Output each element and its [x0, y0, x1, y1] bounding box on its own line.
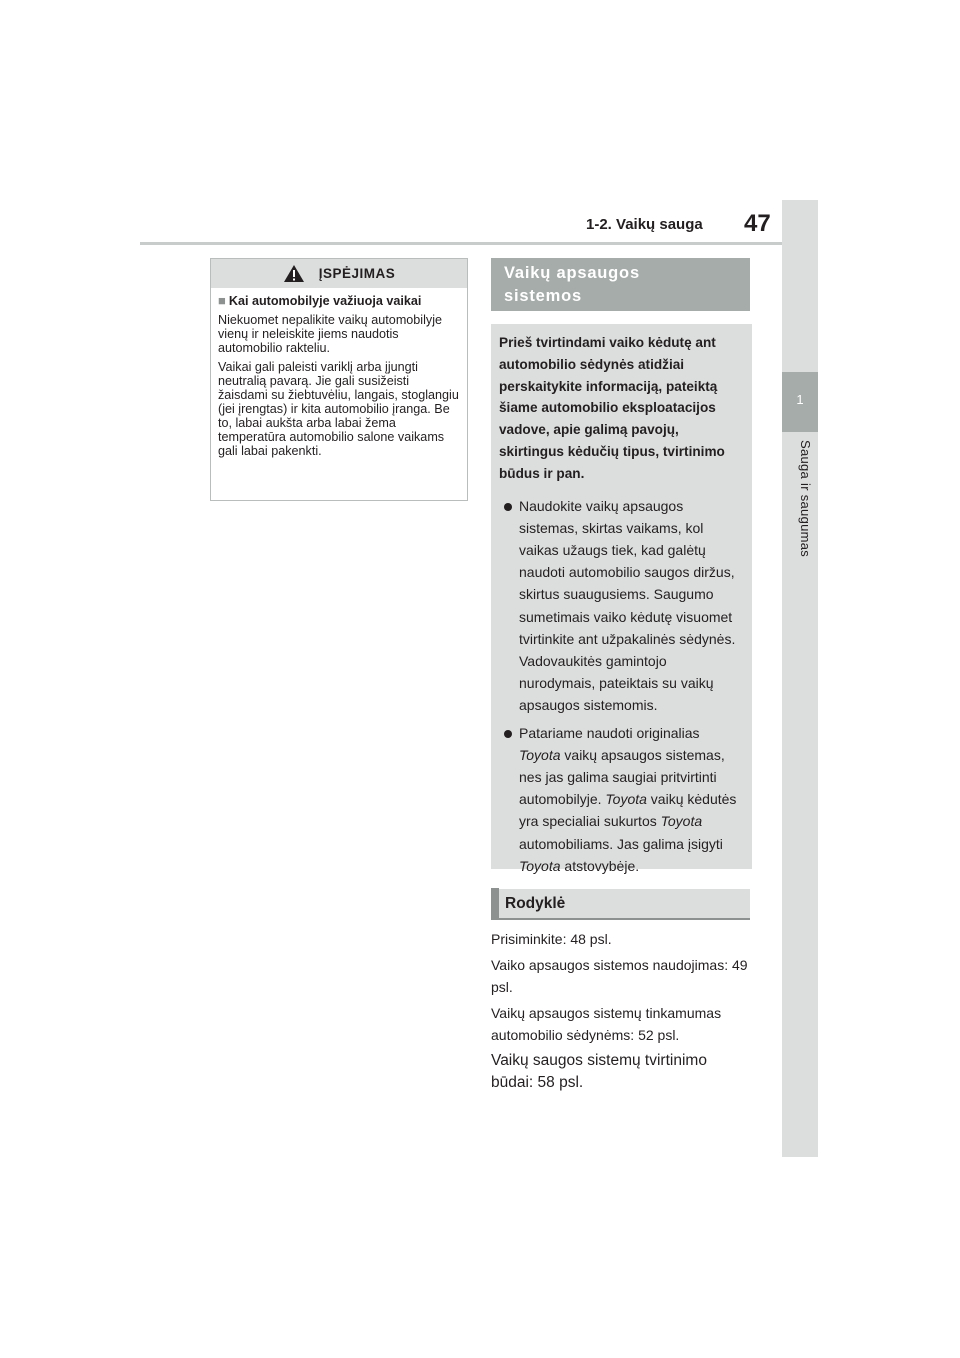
brand-name: Toyota	[660, 813, 703, 830]
brand-name: Toyota	[519, 746, 561, 763]
index-references	[491, 928, 751, 1098]
section-title-line: sistemos	[504, 287, 582, 305]
index-title: Rodyklė	[505, 894, 566, 912]
brand-name: Toyota	[519, 857, 561, 874]
warning-paragraph: Vaikai gali paleisti variklį arba įjungti neutralią pavarą. Jie gali susižeisti žaisdami su žiebtuvėliu, langais, stoglangiu (jei įrengtas) ir kita automobilio įranga. Be to, labai aukšta arba labai žema temperatūra automobilio salone vaikams gali labai pakenkti.	[218, 360, 459, 458]
index-title-band	[491, 889, 750, 920]
bullet-item: Patariame naudoti originalias Toyota vaikų apsaugos sistemas, nes jas galima saugiai pritvirtinti automobilyje. Toyota vaikų kėdutės yra specialiai sukurtos Toyota automobiliams. Jas galima įsigyti Toyota atstovybėje.	[499, 722, 742, 877]
header-divider	[140, 242, 782, 245]
index-accent-bar	[491, 888, 499, 919]
warning-heading: ■ Kai automobilyje važiuoja vaikai	[218, 293, 422, 308]
warning-triangle-icon	[283, 264, 305, 283]
info-panel	[491, 324, 752, 874]
intro-paragraph: Prieš tvirtindami vaiko kėdutę ant automobilio sėdynės atidžiai perskaitykite informaciją, pateiktą šiame automobilio eksploatacijos vadove, apie galimą pavojų, skirtingus kėdučių tipus, tvirtinimo būdus ir pan.	[499, 335, 725, 481]
running-header: 1-2. Vaikų sauga	[586, 216, 703, 233]
warning-paragraph: Niekuomet nepalikite vaikų automobilyje vienų ir neleiskite jiems naudotis automobilio rakteliu.	[218, 313, 443, 355]
bullet-dot-icon	[504, 730, 512, 738]
section-title-line: Vaikų apsaugos	[504, 264, 640, 282]
warning-title: ĮSPĖJIMAS	[318, 266, 396, 281]
index-reference[interactable]: Vaiko apsaugos sistemos naudojimas: 49 psl.	[491, 957, 748, 995]
section-title-band	[491, 258, 750, 311]
warning-header	[211, 259, 467, 288]
bullet-dot-icon	[504, 503, 512, 511]
index-reference[interactable]: Vaikų apsaugos sistemų tinkamumas automobilio sėdynėms: 52 psl.	[491, 1005, 722, 1043]
page-number: 47	[744, 210, 771, 237]
index-reference[interactable]: Prisiminkite: 48 psl.	[491, 931, 612, 947]
warning-body	[211, 288, 467, 458]
chapter-label: Sauga ir saugumas	[798, 440, 813, 558]
bullet-item: Naudokite vaikų apsaugos sistemas, skirtas vaikams, kol vaikas užaugs tiek, kad galėtų naudoti automobilio saugos diržus, skirtus suaugusiems. Saugumo sumetimais vaiko kėdutę visuomet tvirtinkite ant užpakalinės sėdynės. Vadovaukitės gamintojo nurodymais, pateiktais su vaikų apsaugos sistemomis.	[499, 495, 742, 717]
warning-box	[210, 258, 468, 501]
square-bullet-icon: ■	[218, 293, 226, 308]
brand-name: Toyota	[605, 791, 647, 808]
chapter-number: 1	[796, 392, 804, 407]
chapter-side-tab	[782, 200, 818, 1157]
index-reference[interactable]: Vaikų saugos sistemų tvirtinimo būdai: 58 psl.	[491, 1052, 707, 1091]
